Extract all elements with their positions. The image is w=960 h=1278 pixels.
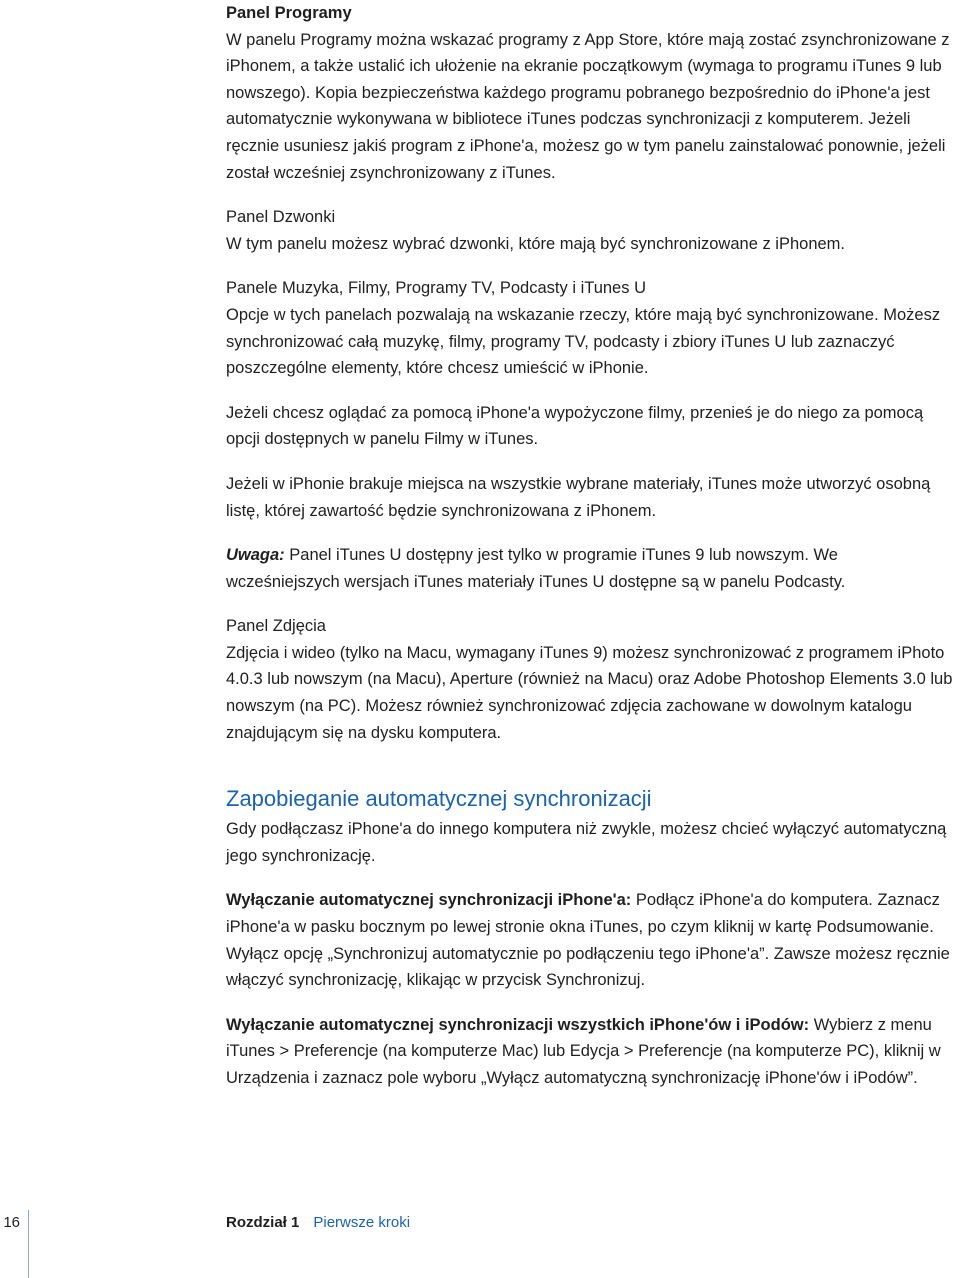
chapter-footer (226, 1213, 410, 1233)
instruction-label: Wyłączanie automatycznej synchronizacji wszystkich iPhone'ów i iPodów: (226, 1015, 810, 1034)
instruction-text: Wybierz z menu iTunes > Preferencje (na komputerze Mac) lub Edycja > Preferencje (na komputerze PC), kliknij w Urządzenia i zaznacz pole wyboru „Wyłącz automatyczną synchronizację iPhone'ów i iPodów”. (226, 1015, 941, 1087)
section-heading: Panel Zdjęcia (226, 617, 326, 636)
section-programy (226, 0, 954, 186)
section-zdjecia (226, 613, 954, 746)
section-heading: Panel Programy (226, 4, 352, 22)
chapter-title: Pierwsze kroki (313, 1214, 411, 1231)
section-paragraph: Jeżeli w iPhonie brakuje miejsca na wszystkie wybrane materiały, iTunes może utworzyć osobną listę, której zawartość będzie synchronizowana z iPhonem. (226, 474, 931, 520)
section-dzwonki (226, 204, 954, 257)
instruction-label: Wyłączanie automatycznej synchronizacji iPhone'a: (226, 891, 632, 910)
note-text: Panel iTunes U dostępny jest tylko w programie iTunes 9 lub nowszym. We wcześniejszych wersjach iTunes materiały iTunes U dostępne są w panelu Podcasty. (226, 546, 846, 591)
instruction-text: Podłącz iPhone'a do komputera. Zaznacz iPhone'a w pasku bocznym po lewej stronie okna iTunes, po czym kliknij w kartę Podsumowanie. Wyłącz opcję „Synchronizuj automatycznie po podłączeniu tego iPhone'a”. Zawsze możesz ręcznie włączyć synchronizację, klikając w przycisk Synchronizuj. (226, 891, 950, 990)
section-zapobieganie (226, 784, 954, 1091)
section-muzyka (226, 275, 954, 595)
chapter-label: Rozdział 1 (226, 1214, 300, 1231)
section-body: W tym panelu możesz wybrać dzwonki, które mają być synchronizowane z iPhonem. (226, 234, 845, 253)
note-label: Uwaga: (226, 546, 285, 565)
footer-divider (28, 1210, 29, 1278)
section-heading: Panele Muzyka, Filmy, Programy TV, Podcasty i iTunes U (226, 279, 646, 298)
page-content (226, 0, 954, 1092)
section-body: Opcje w tych panelach pozwalają na wskazanie rzeczy, które mają być synchronizowane. Możesz synchronizować całą muzykę, filmy, programy TV, podcasty i zbiory iTunes U lub zaznaczyć poszczególne elementy, które chcesz umieścić w iPhonie. (226, 305, 941, 378)
section-body: Zdjęcia i wideo (tylko na Macu, wymagany iTunes 9) możesz synchronizować z programem iPhoto 4.0.3 lub nowszym (na Macu), Aperture (również na Macu) oraz Adobe Photoshop Elements 3.0 lub nowszym (na PC). Możesz również synchronizować zdjęcia zachowane w dowolnym katalogu znajdującym się na dysku komputera. (226, 643, 953, 742)
page-number: 16 (3, 1214, 20, 1231)
instruction-paragraph (226, 1012, 954, 1092)
section-body: W panelu Programy można wskazać programy z App Store, które mają zostać zsynchronizowane z iPhonem, a także ustalić ich ułożenie na ekranie początkowym (wymaga to programu iTunes 9 lub nowszego). Kopia bezpieczeństwa każdego programu pobranego bezpośrednio do iPhone'a jest automatycznie wykonywana w bibliotece iTunes podczas synchronizacji z komputerem. Jeżeli ręcznie usuniesz jakiś program z iPhone'a, możesz go w tym panelu zainstalować ponownie, jeżeli został wcześniej zsynchronizowany z iTunes. (226, 30, 950, 182)
section-body: Gdy podłączasz iPhone'a do innego komputera niż zwykle, możesz chcieć wyłączyć automatyczną jego synchronizację. (226, 820, 947, 865)
section-title: Zapobieganie automatycznej synchronizacji (226, 786, 652, 812)
note-paragraph (226, 542, 954, 595)
section-paragraph: Jeżeli chcesz oglądać za pomocą iPhone'a wypożyczone filmy, przenieś je do niego za pomocą opcji dostępnych w panelu Filmy w iTunes. (226, 403, 924, 449)
instruction-paragraph (226, 887, 954, 993)
section-heading: Panel Dzwonki (226, 208, 336, 227)
